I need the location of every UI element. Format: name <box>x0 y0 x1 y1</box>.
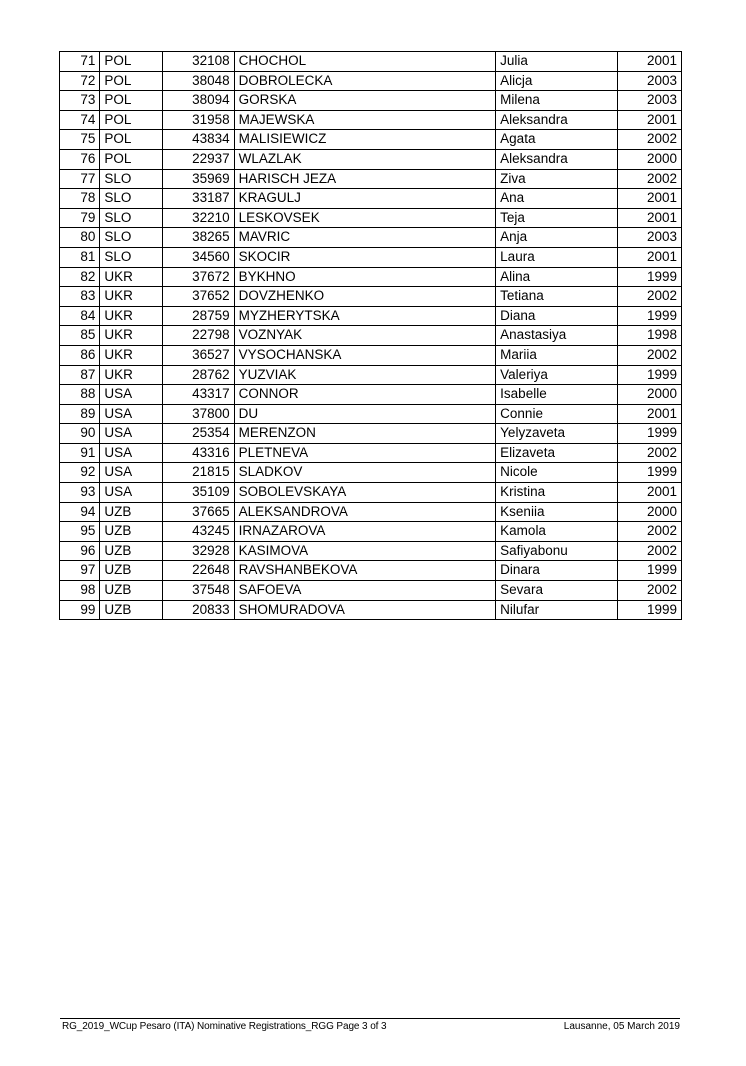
athlete-id-cell: 25354 <box>162 424 234 444</box>
nation-code-cell: USA <box>100 443 163 463</box>
last-name-cell: MAVRIC <box>234 228 496 248</box>
last-name-cell: YUZVIAK <box>234 365 496 385</box>
last-name-cell: MYZHERYTSKA <box>234 306 496 326</box>
row-number-cell: 75 <box>60 130 100 150</box>
first-name-cell: Ziva <box>496 169 618 189</box>
footer-document-title: RG_2019_WCup Pesaro (ITA) Nominative Registrations_RGG Page 3 of 3 <box>62 1021 387 1032</box>
last-name-cell: VYSOCHANSKA <box>234 345 496 365</box>
athlete-id-cell: 43316 <box>162 443 234 463</box>
last-name-cell: MERENZON <box>234 424 496 444</box>
birth-year-cell: 2002 <box>618 169 682 189</box>
row-number-cell: 90 <box>60 424 100 444</box>
registrations-table <box>59 51 682 620</box>
first-name-cell: Julia <box>496 52 618 72</box>
table-row <box>60 345 682 365</box>
last-name-cell: WLAZLAK <box>234 149 496 169</box>
first-name-cell: Tetiana <box>496 287 618 307</box>
birth-year-cell: 1999 <box>618 600 682 620</box>
athlete-id-cell: 38048 <box>162 71 234 91</box>
birth-year-cell: 2001 <box>618 208 682 228</box>
table-row <box>60 424 682 444</box>
row-number-cell: 82 <box>60 267 100 287</box>
table-row <box>60 483 682 503</box>
nation-code-cell: UKR <box>100 326 163 346</box>
nation-code-cell: SLO <box>100 169 163 189</box>
last-name-cell: SKOCIR <box>234 247 496 267</box>
table-row <box>60 581 682 601</box>
nation-code-cell: SLO <box>100 228 163 248</box>
row-number-cell: 78 <box>60 189 100 209</box>
birth-year-cell: 2000 <box>618 502 682 522</box>
nation-code-cell: UZB <box>100 581 163 601</box>
athlete-id-cell: 22648 <box>162 561 234 581</box>
table-row <box>60 91 682 111</box>
first-name-cell: Sevara <box>496 581 618 601</box>
first-name-cell: Nicole <box>496 463 618 483</box>
nation-code-cell: USA <box>100 424 163 444</box>
last-name-cell: DU <box>234 404 496 424</box>
table-row <box>60 522 682 542</box>
nation-code-cell: SLO <box>100 189 163 209</box>
footer-place-date: Lausanne, 05 March 2019 <box>563 1021 680 1032</box>
nation-code-cell: UZB <box>100 600 163 620</box>
row-number-cell: 94 <box>60 502 100 522</box>
last-name-cell: CHOCHOL <box>234 52 496 72</box>
last-name-cell: RAVSHANBEKOVA <box>234 561 496 581</box>
athlete-id-cell: 37652 <box>162 287 234 307</box>
first-name-cell: Aleksandra <box>496 149 618 169</box>
nation-code-cell: USA <box>100 463 163 483</box>
row-number-cell: 79 <box>60 208 100 228</box>
first-name-cell: Ana <box>496 189 618 209</box>
athlete-id-cell: 22798 <box>162 326 234 346</box>
first-name-cell: Anja <box>496 228 618 248</box>
table-row <box>60 71 682 91</box>
row-number-cell: 84 <box>60 306 100 326</box>
row-number-cell: 73 <box>60 91 100 111</box>
table-row <box>60 463 682 483</box>
birth-year-cell: 2002 <box>618 581 682 601</box>
first-name-cell: Yelyzaveta <box>496 424 618 444</box>
athlete-id-cell: 37548 <box>162 581 234 601</box>
row-number-cell: 95 <box>60 522 100 542</box>
row-number-cell: 72 <box>60 71 100 91</box>
birth-year-cell: 2000 <box>618 149 682 169</box>
row-number-cell: 71 <box>60 52 100 72</box>
athlete-id-cell: 20833 <box>162 600 234 620</box>
athlete-id-cell: 31958 <box>162 110 234 130</box>
table-row <box>60 561 682 581</box>
athlete-id-cell: 22937 <box>162 149 234 169</box>
table-row <box>60 52 682 72</box>
first-name-cell: Milena <box>496 91 618 111</box>
first-name-cell: Anastasiya <box>496 326 618 346</box>
nation-code-cell: UZB <box>100 541 163 561</box>
birth-year-cell: 2003 <box>618 91 682 111</box>
nation-code-cell: SLO <box>100 247 163 267</box>
first-name-cell: Aleksandra <box>496 110 618 130</box>
nation-code-cell: POL <box>100 71 163 91</box>
birth-year-cell: 2000 <box>618 385 682 405</box>
row-number-cell: 81 <box>60 247 100 267</box>
birth-year-cell: 2002 <box>618 541 682 561</box>
nation-code-cell: UKR <box>100 306 163 326</box>
nation-code-cell: UZB <box>100 502 163 522</box>
athlete-id-cell: 35109 <box>162 483 234 503</box>
first-name-cell: Safiyabonu <box>496 541 618 561</box>
table-row <box>60 189 682 209</box>
birth-year-cell: 2002 <box>618 345 682 365</box>
birth-year-cell: 2001 <box>618 483 682 503</box>
first-name-cell: Alina <box>496 267 618 287</box>
nation-code-cell: POL <box>100 149 163 169</box>
first-name-cell: Alicja <box>496 71 618 91</box>
athlete-id-cell: 28759 <box>162 306 234 326</box>
nation-code-cell: POL <box>100 110 163 130</box>
birth-year-cell: 1999 <box>618 463 682 483</box>
athlete-id-cell: 34560 <box>162 247 234 267</box>
last-name-cell: VOZNYAK <box>234 326 496 346</box>
athlete-id-cell: 43317 <box>162 385 234 405</box>
table-row <box>60 247 682 267</box>
last-name-cell: BYKHNO <box>234 267 496 287</box>
last-name-cell: DOVZHENKO <box>234 287 496 307</box>
row-number-cell: 97 <box>60 561 100 581</box>
table-row <box>60 385 682 405</box>
athlete-id-cell: 28762 <box>162 365 234 385</box>
first-name-cell: Kamola <box>496 522 618 542</box>
row-number-cell: 88 <box>60 385 100 405</box>
table-row <box>60 306 682 326</box>
nation-code-cell: UZB <box>100 561 163 581</box>
last-name-cell: CONNOR <box>234 385 496 405</box>
last-name-cell: KASIMOVA <box>234 541 496 561</box>
athlete-id-cell: 36527 <box>162 345 234 365</box>
table-row <box>60 267 682 287</box>
first-name-cell: Teja <box>496 208 618 228</box>
nation-code-cell: UKR <box>100 267 163 287</box>
last-name-cell: SLADKOV <box>234 463 496 483</box>
athlete-id-cell: 38094 <box>162 91 234 111</box>
row-number-cell: 85 <box>60 326 100 346</box>
birth-year-cell: 2003 <box>618 71 682 91</box>
nation-code-cell: UKR <box>100 365 163 385</box>
last-name-cell: LESKOVSEK <box>234 208 496 228</box>
birth-year-cell: 2002 <box>618 287 682 307</box>
row-number-cell: 91 <box>60 443 100 463</box>
birth-year-cell: 1999 <box>618 306 682 326</box>
athlete-id-cell: 21815 <box>162 463 234 483</box>
athlete-id-cell: 37800 <box>162 404 234 424</box>
birth-year-cell: 1999 <box>618 365 682 385</box>
first-name-cell: Laura <box>496 247 618 267</box>
last-name-cell: GORSKA <box>234 91 496 111</box>
athlete-id-cell: 38265 <box>162 228 234 248</box>
nation-code-cell: SLO <box>100 208 163 228</box>
first-name-cell: Mariia <box>496 345 618 365</box>
first-name-cell: Agata <box>496 130 618 150</box>
first-name-cell: Valeriya <box>496 365 618 385</box>
row-number-cell: 86 <box>60 345 100 365</box>
nation-code-cell: USA <box>100 483 163 503</box>
birth-year-cell: 2003 <box>618 228 682 248</box>
row-number-cell: 80 <box>60 228 100 248</box>
table-row <box>60 365 682 385</box>
table-row <box>60 404 682 424</box>
first-name-cell: Kristina <box>496 483 618 503</box>
last-name-cell: ALEKSANDROVA <box>234 502 496 522</box>
table-row <box>60 326 682 346</box>
table-row <box>60 443 682 463</box>
row-number-cell: 77 <box>60 169 100 189</box>
table-row <box>60 110 682 130</box>
row-number-cell: 87 <box>60 365 100 385</box>
athlete-id-cell: 32108 <box>162 52 234 72</box>
birth-year-cell: 1999 <box>618 424 682 444</box>
birth-year-cell: 2002 <box>618 522 682 542</box>
nation-code-cell: UKR <box>100 345 163 365</box>
athlete-id-cell: 35969 <box>162 169 234 189</box>
birth-year-cell: 2002 <box>618 130 682 150</box>
last-name-cell: PLETNEVA <box>234 443 496 463</box>
nation-code-cell: POL <box>100 52 163 72</box>
birth-year-cell: 1999 <box>618 267 682 287</box>
row-number-cell: 93 <box>60 483 100 503</box>
row-number-cell: 76 <box>60 149 100 169</box>
nation-code-cell: USA <box>100 385 163 405</box>
row-number-cell: 98 <box>60 581 100 601</box>
athlete-id-cell: 32928 <box>162 541 234 561</box>
first-name-cell: Dinara <box>496 561 618 581</box>
table-row <box>60 149 682 169</box>
row-number-cell: 96 <box>60 541 100 561</box>
nation-code-cell: UKR <box>100 287 163 307</box>
birth-year-cell: 2001 <box>618 404 682 424</box>
row-number-cell: 74 <box>60 110 100 130</box>
last-name-cell: MAJEWSKA <box>234 110 496 130</box>
athlete-id-cell: 43834 <box>162 130 234 150</box>
first-name-cell: Kseniia <box>496 502 618 522</box>
last-name-cell: DOBROLECKA <box>234 71 496 91</box>
first-name-cell: Connie <box>496 404 618 424</box>
last-name-cell: HARISCH JEZA <box>234 169 496 189</box>
table-row <box>60 169 682 189</box>
table-row <box>60 228 682 248</box>
nation-code-cell: UZB <box>100 522 163 542</box>
athlete-id-cell: 32210 <box>162 208 234 228</box>
last-name-cell: MALISIEWICZ <box>234 130 496 150</box>
birth-year-cell: 2001 <box>618 52 682 72</box>
birth-year-cell: 2001 <box>618 247 682 267</box>
athlete-id-cell: 33187 <box>162 189 234 209</box>
nation-code-cell: USA <box>100 404 163 424</box>
last-name-cell: SOBOLEVSKAYA <box>234 483 496 503</box>
birth-year-cell: 2001 <box>618 189 682 209</box>
athlete-id-cell: 37665 <box>162 502 234 522</box>
nation-code-cell: POL <box>100 130 163 150</box>
nation-code-cell: POL <box>100 91 163 111</box>
first-name-cell: Isabelle <box>496 385 618 405</box>
table-row <box>60 541 682 561</box>
last-name-cell: SHOMURADOVA <box>234 600 496 620</box>
row-number-cell: 99 <box>60 600 100 620</box>
first-name-cell: Diana <box>496 306 618 326</box>
table-row <box>60 502 682 522</box>
first-name-cell: Elizaveta <box>496 443 618 463</box>
row-number-cell: 89 <box>60 404 100 424</box>
birth-year-cell: 1999 <box>618 561 682 581</box>
last-name-cell: KRAGULJ <box>234 189 496 209</box>
table-row <box>60 130 682 150</box>
birth-year-cell: 2001 <box>618 110 682 130</box>
first-name-cell: Nilufar <box>496 600 618 620</box>
athlete-id-cell: 37672 <box>162 267 234 287</box>
table-row <box>60 600 682 620</box>
table-row <box>60 208 682 228</box>
last-name-cell: IRNAZAROVA <box>234 522 496 542</box>
athlete-id-cell: 43245 <box>162 522 234 542</box>
row-number-cell: 83 <box>60 287 100 307</box>
last-name-cell: SAFOEVA <box>234 581 496 601</box>
table-row <box>60 287 682 307</box>
birth-year-cell: 2002 <box>618 443 682 463</box>
row-number-cell: 92 <box>60 463 100 483</box>
registrations-table-body <box>60 52 682 620</box>
birth-year-cell: 1998 <box>618 326 682 346</box>
footer-divider <box>60 1018 680 1019</box>
